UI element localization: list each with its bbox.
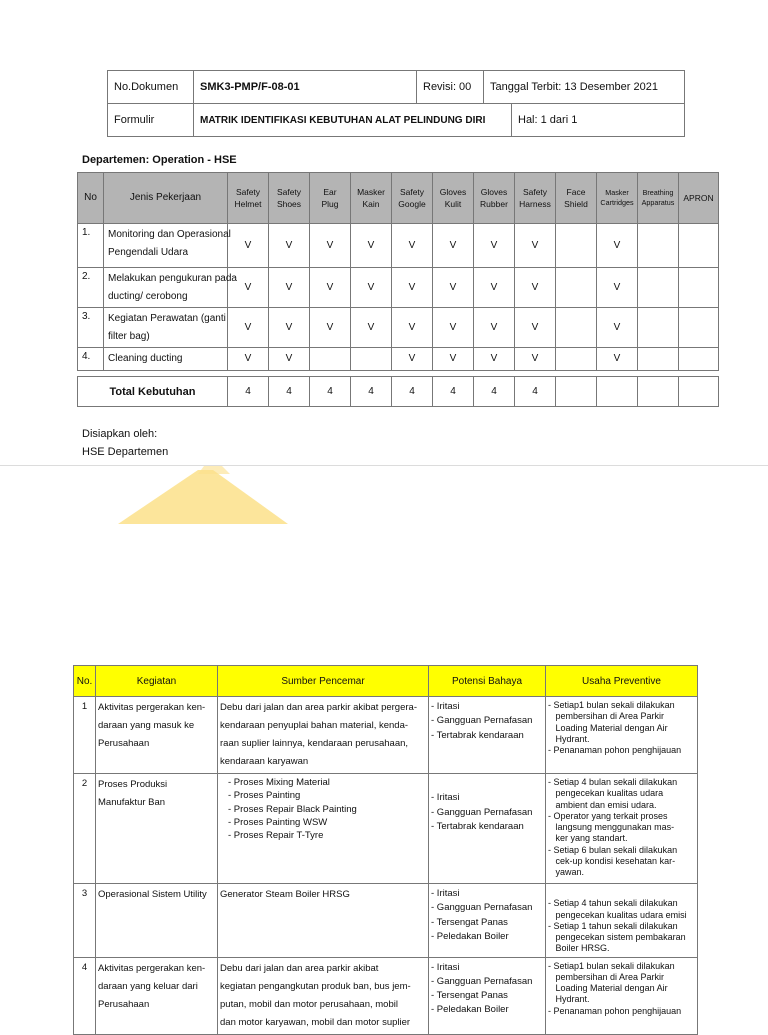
pollution-sumber-line: putan, mobil dan motor perusahaan, mobil [220, 998, 398, 1010]
pollution-sumber-line: Debu dari jalan dan area parkir akibat pergera- [220, 702, 417, 713]
matrix-row-job-line: Pengendali Udara [108, 246, 189, 258]
total-value-cell [638, 377, 679, 407]
matrix-row-no: 2. [78, 268, 104, 308]
revisi-cell: Revisi: 00 [417, 71, 484, 104]
matrix-mark-cell: V [474, 224, 515, 268]
ppe-col-header [597, 173, 638, 224]
pollution-preventive-line: - Setiap 6 bulan sekali dilakukan [548, 844, 678, 855]
ppe-col-label-line: Rubber [480, 199, 508, 209]
pollution-sumber-line: - Proses Painting [228, 790, 301, 802]
matrix-mark-cell [679, 224, 719, 268]
header-row-document [108, 71, 685, 104]
pollution-sumber [218, 884, 429, 958]
ppe-col-label-line: Masker [357, 186, 385, 197]
col-no-header: No [78, 173, 104, 224]
pollution-preventive-line: - Setiap1 bulan sekali dilakukan [548, 700, 675, 710]
pollution-preventive-line: ambient dan emisi udara. [548, 799, 657, 810]
pollution-kegiatan-line: Proses Produksi [98, 779, 168, 791]
pollution-potensi-line: - Gangguan Pernafasan [431, 975, 533, 987]
pollution-preventive-line: pengecekan kualitas udara emisi [548, 909, 687, 920]
pollution-potensi-line: - Gangguan Pernafasan [431, 715, 533, 727]
matrix-row-job [104, 348, 228, 371]
pollution-potensi-line: - Peledakan Boiler [431, 1004, 509, 1016]
matrix-mark-cell [351, 348, 392, 371]
matrix-mark-cell: V [269, 348, 310, 371]
total-value-cell [556, 377, 597, 407]
matrix-mark-cell: V [515, 348, 556, 371]
matrix-row-job-line: filter bag) [108, 330, 150, 342]
total-value-cell: 4 [392, 377, 433, 407]
matrix-mark-cell: V [474, 268, 515, 308]
pollution-preventive [546, 884, 698, 958]
ppe-col-label-line: Helmet [234, 199, 262, 209]
total-value-cell: 4 [433, 377, 474, 407]
pollution-sumber-line: kegiatan pengangkutan produk ban, bus jem- [220, 980, 411, 992]
header-row-formulir [108, 104, 685, 137]
ppe-col-label-line: Kain [362, 199, 380, 209]
matrix-mark-cell: V [515, 224, 556, 268]
pollution-preventive [546, 774, 698, 884]
total-value-cell: 4 [269, 377, 310, 407]
matrix-row [78, 348, 719, 371]
pollution-col-kegiatan: Kegiatan [96, 666, 218, 697]
matrix-mark-cell: V [597, 348, 638, 371]
formulir-title: MATRIK IDENTIFIKASI KEBUTUHAN ALAT PELINDUNG DIRI [194, 104, 512, 137]
matrix-mark-cell: V [392, 268, 433, 308]
pollution-col-potensi: Potensi Bahaya [429, 666, 546, 697]
total-value-cell: 4 [351, 377, 392, 407]
ppe-col-header [638, 173, 679, 224]
prepared-by-label: Disiapkan oleh: [82, 428, 158, 440]
matrix-row-no: 4. [78, 348, 104, 371]
page-divider [0, 465, 768, 466]
ppe-col-label-line: Harness [519, 199, 551, 209]
matrix-row [78, 268, 719, 308]
tanggal-terbit-cell: Tanggal Terbit: 13 Desember 2021 [484, 71, 685, 104]
pollution-potensi-line: - Tersengat Panas [431, 916, 508, 928]
pollution-preventive-line: ker yang standart. [548, 833, 628, 844]
pollution-kegiatan-line: Perusahaan [98, 998, 150, 1010]
pollution-row [74, 697, 698, 774]
ppe-col-header [392, 173, 433, 224]
matrix-row-job [104, 224, 231, 268]
pollution-kegiatan [96, 774, 218, 884]
matrix-row-job-line: Monitoring dan Operasional [108, 229, 231, 240]
matrix-mark-cell: V [597, 308, 638, 348]
pollution-kegiatan [96, 957, 218, 1034]
no-dokumen-value: SMK3-PMP/F-08-01 [194, 71, 417, 104]
ppe-col-label-line: Apparatus [641, 198, 675, 207]
total-value-cell: 4 [228, 377, 269, 407]
matrix-mark-cell: V [310, 268, 351, 308]
matrix-mark-cell [638, 224, 679, 268]
ppe-matrix-table [77, 172, 719, 371]
pollution-potensi-line: - Peledakan Boiler [431, 930, 509, 942]
matrix-mark-cell: V [351, 268, 392, 308]
matrix-mark-cell: V [269, 224, 310, 268]
pollution-source-table [73, 665, 698, 1035]
matrix-mark-cell: V [310, 224, 351, 268]
pollution-preventive-line: pembersihan di Area Parkir [548, 711, 665, 722]
pollution-kegiatan-line: daraan yang keluar dari [98, 980, 198, 992]
pollution-row [74, 774, 698, 884]
pollution-row-no: 1 [74, 697, 96, 774]
ppe-col-header [228, 173, 269, 224]
ppe-col-label-line: Breathing [642, 187, 674, 197]
pollution-sumber-line: Generator Steam Boiler HRSG [220, 889, 350, 901]
prepared-by-department: HSE Departemen [82, 446, 169, 458]
pollution-potensi-line: - Tertabrak kendaraan [431, 820, 524, 832]
matrix-mark-cell: V [515, 268, 556, 308]
matrix-mark-cell [638, 268, 679, 308]
matrix-mark-cell [556, 308, 597, 348]
pollution-potensi-line: - Iritasi [431, 701, 460, 712]
matrix-row-job-line: ducting/ cerobong [108, 290, 188, 302]
pollution-sumber-line: - Proses Repair Black Painting [228, 803, 357, 815]
matrix-row-job-line: Cleaning ducting [108, 353, 183, 364]
matrix-mark-cell [679, 348, 719, 371]
pollution-sumber-line: kendaraan karyawan [220, 756, 309, 768]
matrix-row [78, 224, 719, 268]
pollution-row [74, 957, 698, 1034]
pollution-kegiatan-line: Aktivitas pergerakan ken- [98, 702, 206, 713]
pollution-potensi-line: - Gangguan Pernafasan [431, 806, 533, 818]
ppe-col-header [351, 173, 392, 224]
pollution-preventive [546, 957, 698, 1034]
pollution-sumber [218, 697, 429, 774]
pollution-col-no: No. [74, 666, 96, 697]
pollution-sumber [218, 774, 429, 884]
matrix-mark-cell [679, 268, 719, 308]
pollution-potensi-line: - Tertabrak kendaraan [431, 729, 524, 741]
total-label: Total Kebutuhan [78, 377, 228, 407]
matrix-row [78, 308, 719, 348]
matrix-mark-cell: V [228, 268, 269, 308]
pollution-body [74, 697, 698, 1035]
matrix-mark-cell [679, 308, 719, 348]
matrix-mark-cell: V [310, 308, 351, 348]
ppe-col-label-line: Cartridges [600, 198, 634, 207]
no-dokumen-label: No.Dokumen [108, 71, 194, 104]
matrix-mark-cell: V [474, 308, 515, 348]
pollution-preventive [546, 697, 698, 774]
total-value-cell [679, 377, 719, 407]
pollution-preventive-line: - Setiap1 bulan sekali dilakukan [548, 960, 675, 971]
pollution-row-no: 3 [74, 884, 96, 958]
pollution-preventive-line: - Penanaman pohon penghijauan [548, 745, 682, 755]
pollution-col-sumber: Sumber Pencemar [218, 666, 429, 697]
ppe-col-header [433, 173, 474, 224]
ppe-col-label-line: Gloves [439, 186, 467, 197]
pollution-potensi-line [431, 777, 543, 791]
formulir-label: Formulir [108, 104, 194, 137]
matrix-mark-cell [556, 348, 597, 371]
pollution-preventive-line: pembersihan di Area Parkir [548, 971, 665, 982]
ppe-col-label-line: Plug [321, 199, 339, 209]
pollution-preventive-line: - Penanaman pohon penghijauan [548, 1005, 682, 1016]
matrix-row-no: 1. [78, 224, 104, 268]
matrix-mark-cell [638, 308, 679, 348]
ppe-col-header [474, 173, 515, 224]
matrix-mark-cell [638, 348, 679, 371]
matrix-row-job [104, 308, 228, 348]
pollution-sumber-line: kendaraan penyuplai bahan material, kenda- [220, 720, 409, 732]
ppe-col-header [515, 173, 556, 224]
pollution-potensi [429, 884, 546, 958]
watermark-shape [118, 466, 288, 524]
matrix-mark-cell: V [269, 308, 310, 348]
total-value-cell: 4 [310, 377, 351, 407]
ppe-col-header [679, 173, 719, 224]
ppe-col-label-line: Google [398, 199, 426, 209]
matrix-mark-cell: V [228, 308, 269, 348]
pollution-potensi [429, 697, 546, 774]
pollution-potensi-line: - Tersengat Panas [431, 990, 508, 1002]
pollution-preventive-line: - Setiap 1 tahun sekali dilakukan [548, 920, 678, 931]
matrix-row-job-line: Melakukan pengukuran pada [108, 273, 237, 284]
matrix-row-job-line: Kegiatan Perawatan (ganti [108, 313, 226, 324]
pollution-sumber-line: - Proses Painting WSW [228, 817, 328, 829]
pollution-potensi-line: - Iritasi [431, 888, 460, 900]
matrix-header-row [78, 173, 719, 224]
ppe-col-label-line: Shield [564, 199, 588, 209]
ppe-col-label-line: Ear [323, 186, 337, 197]
pollution-potensi [429, 774, 546, 884]
matrix-mark-cell: V [269, 268, 310, 308]
matrix-mark-cell: V [351, 308, 392, 348]
matrix-mark-cell: V [515, 308, 556, 348]
pollution-kegiatan-line: Perusahaan [98, 738, 150, 750]
ppe-col-label-line: Gloves [480, 186, 508, 197]
department-label: Departemen: Operation - HSE [82, 154, 237, 166]
total-value-cell: 4 [474, 377, 515, 407]
ppe-col-label-line: Safety [276, 186, 302, 197]
matrix-mark-cell: V [433, 348, 474, 371]
ppe-col-label-line: Masker [605, 187, 629, 197]
pollution-preventive-line: Hydrant. [548, 733, 590, 744]
pollution-kegiatan-line: Operasional Sistem Utility [98, 889, 207, 901]
pollution-sumber-line: Debu dari jalan dan area parkir akibat [220, 962, 379, 974]
pollution-potensi [429, 957, 546, 1034]
ppe-col-header [310, 173, 351, 224]
ppe-col-label-line: APRON [683, 192, 714, 203]
pollution-kegiatan [96, 884, 218, 958]
matrix-mark-cell: V [228, 348, 269, 371]
pollution-preventive-line: - Setiap 4 tahun sekali dilakukan [548, 898, 678, 909]
matrix-mark-cell [556, 224, 597, 268]
matrix-body [78, 224, 719, 371]
pollution-preventive-line: - Operator yang terkait proses [548, 810, 668, 821]
page-count: Hal: 1 dari 1 [512, 104, 685, 137]
total-table [77, 376, 719, 407]
matrix-mark-cell: V [392, 224, 433, 268]
matrix-mark-cell: V [392, 348, 433, 371]
col-job-header: Jenis Pekerjaan [104, 173, 228, 224]
pollution-kegiatan-line: Aktivitas pergerakan ken- [98, 962, 206, 974]
matrix-mark-cell: V [433, 268, 474, 308]
matrix-row-no: 3. [78, 308, 104, 348]
pollution-row-no: 2 [74, 774, 96, 884]
pollution-sumber-line: - Proses Repair T-Tyre [228, 830, 324, 842]
matrix-mark-cell: V [433, 224, 474, 268]
pollution-sumber-line: raan suplier lainnya, kendaraan perusahaan, [220, 738, 409, 750]
pollution-preventive-line: langsung menggunakan mas- [548, 822, 675, 833]
pollution-header-row [74, 666, 698, 697]
matrix-row-job [104, 268, 237, 308]
pollution-preventive-line: Hydrant. [548, 994, 590, 1005]
total-value-cell: 4 [515, 377, 556, 407]
pollution-preventive-line: Loading Material dengan Air [548, 722, 668, 733]
ppe-col-label-line: Face [566, 186, 586, 197]
pollution-preventive-line: pengecekan kualitas udara [548, 788, 664, 799]
pollution-preventive-line: yawan. [548, 867, 585, 878]
pollution-kegiatan-line: Manufaktur Ban [98, 797, 166, 809]
total-row [78, 377, 719, 407]
pollution-potensi-line: - Iritasi [431, 961, 460, 973]
ppe-col-label-line: Safety [235, 186, 261, 197]
matrix-mark-cell [556, 268, 597, 308]
ppe-col-header [556, 173, 597, 224]
ppe-col-label-line: Safety [399, 186, 425, 197]
pollution-preventive-line: - Setiap 4 bulan sekali dilakukan [548, 777, 678, 788]
matrix-mark-cell: V [392, 308, 433, 348]
matrix-mark-cell: V [228, 224, 269, 268]
matrix-mark-cell [310, 348, 351, 371]
pollution-preventive-line: Loading Material dengan Air [548, 983, 668, 994]
pollution-kegiatan-line: daraan yang masuk ke [98, 720, 195, 732]
pollution-preventive-line: Boiler HRSG. [548, 943, 610, 954]
pollution-preventive-line [548, 887, 695, 898]
pollution-row [74, 884, 698, 958]
pollution-preventive-line: pengecekan sistem pembakaran [548, 932, 686, 943]
document-header-table [107, 70, 685, 137]
pollution-potensi-line: - Iritasi [431, 792, 460, 804]
pollution-sumber-line: dan motor karyawan, mobil dan motor suplier [220, 1016, 411, 1028]
pollution-kegiatan [96, 697, 218, 774]
ppe-col-label-line: Kulit [444, 199, 462, 209]
matrix-mark-cell: V [433, 308, 474, 348]
matrix-mark-cell: V [597, 224, 638, 268]
ppe-col-label-line: Safety [522, 186, 548, 197]
matrix-mark-cell: V [351, 224, 392, 268]
total-value-cell [597, 377, 638, 407]
ppe-col-header [269, 173, 310, 224]
pollution-row-no: 4 [74, 957, 96, 1034]
pollution-col-preventive: Usaha Preventive [546, 666, 698, 697]
matrix-mark-cell: V [597, 268, 638, 308]
pollution-potensi-line: - Gangguan Pernafasan [431, 902, 533, 914]
pollution-sumber [218, 957, 429, 1034]
pollution-preventive-line: cek-up kondisi kesehatan kar- [548, 855, 676, 866]
ppe-col-label-line: Shoes [276, 199, 302, 209]
pollution-sumber-line: - Proses Mixing Material [228, 777, 330, 789]
matrix-mark-cell: V [474, 348, 515, 371]
